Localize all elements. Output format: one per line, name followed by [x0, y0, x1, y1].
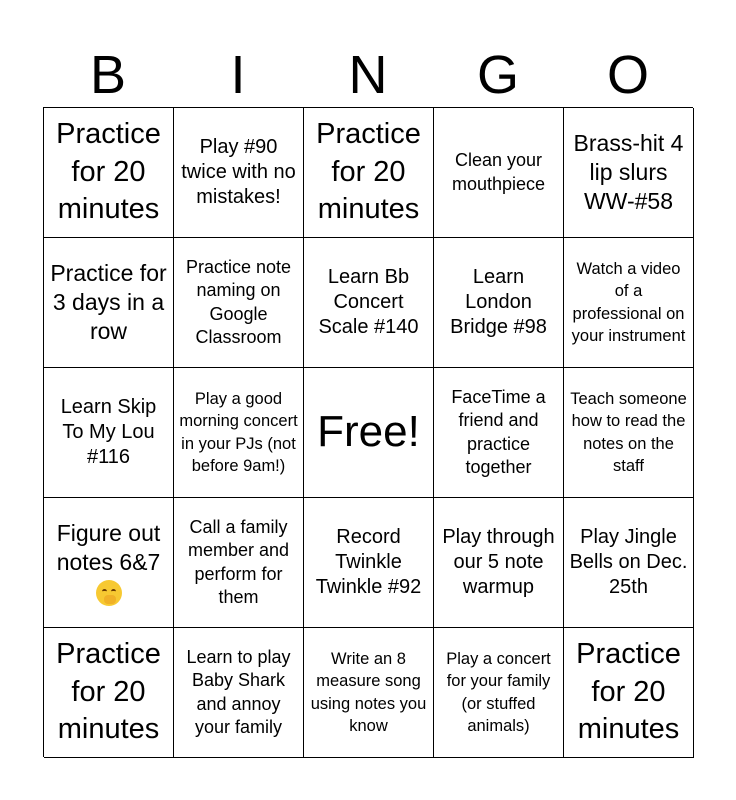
bingo-cell — [434, 628, 564, 758]
bingo-cell — [434, 108, 564, 238]
bingo-cell — [174, 628, 304, 758]
bingo-cell — [44, 108, 174, 238]
bingo-cell — [434, 368, 564, 498]
cell-text: Learn to play Baby Shark and annoy your family — [186, 646, 291, 737]
cell-text: Play through our 5 note warmup — [442, 526, 555, 598]
bingo-cell — [434, 498, 564, 628]
hand-over-mouth-face-icon — [96, 580, 122, 606]
bingo-cell — [174, 108, 304, 238]
cell-text: Brass-hit 4 lip slurs WW-#58 — [573, 130, 684, 214]
bingo-cell — [44, 368, 174, 498]
bingo-cell — [434, 238, 564, 368]
cell-text: Practice for 20 minutes — [56, 637, 161, 746]
cell-text: Practice for 20 minutes — [576, 637, 681, 746]
header-letter-n: N — [348, 45, 388, 105]
cell-text: Learn Skip To My Lou #116 — [60, 396, 157, 468]
cell-text: Teach someone how to read the notes on the staff — [570, 389, 687, 475]
header-letter-i: I — [230, 45, 246, 105]
bingo-cell — [564, 368, 694, 498]
cell-text: Play a good morning concert in your PJs (not before 9am!) — [179, 389, 298, 475]
cell-text: Practice for 3 days in a row — [50, 260, 167, 344]
header-letter-g: G — [476, 45, 519, 105]
bingo-header — [43, 44, 693, 106]
free-space-cell — [304, 368, 434, 498]
header-letter-o: O — [606, 45, 649, 105]
cell-text: FaceTime a friend and practice together — [451, 386, 546, 477]
header-letter-b: B — [89, 45, 127, 105]
cell-text: Play Jingle Bells on Dec. 25th — [569, 526, 688, 598]
bingo-cell — [44, 628, 174, 758]
bingo-cell — [174, 498, 304, 628]
cell-text: Play #90 twice with no mistakes! — [181, 136, 296, 208]
cell-text: Write an 8 measure song using notes you know — [310, 649, 427, 735]
cell-text: Record Twinkle Twinkle #92 — [315, 526, 422, 598]
bingo-cell — [304, 628, 434, 758]
bingo-cell — [564, 238, 694, 368]
bingo-cell — [44, 498, 174, 628]
cell-text: Watch a video of a professional on your instrument — [571, 259, 686, 345]
cell-text: Learn London Bridge #98 — [450, 266, 547, 338]
cell-text: Play a concert for your family (or stuffed animals) — [446, 649, 551, 735]
bingo-cell — [304, 498, 434, 628]
bingo-cell — [174, 368, 304, 498]
cell-text: Learn Bb Concert Scale #140 — [318, 266, 419, 338]
bingo-cell — [564, 498, 694, 628]
cell-text: Practice for 20 minutes — [56, 117, 161, 226]
bingo-cell — [564, 628, 694, 758]
bingo-cell — [304, 108, 434, 238]
bingo-cell — [304, 238, 434, 368]
cell-text: Call a family member and perform for them — [187, 516, 290, 607]
bingo-cell — [564, 108, 694, 238]
bingo-grid — [43, 107, 693, 757]
bingo-cell — [44, 238, 174, 368]
free-space-text: Free! — [317, 407, 420, 457]
cell-text: Practice for 20 minutes — [316, 117, 421, 226]
cell-text-main: Figure out notes 6&7 — [56, 520, 161, 576]
cell-text — [49, 519, 168, 605]
bingo-cell — [174, 238, 304, 368]
cell-text: Practice note naming on Google Classroom — [185, 256, 292, 347]
cell-text: Clean your mouthpiece — [451, 150, 546, 194]
